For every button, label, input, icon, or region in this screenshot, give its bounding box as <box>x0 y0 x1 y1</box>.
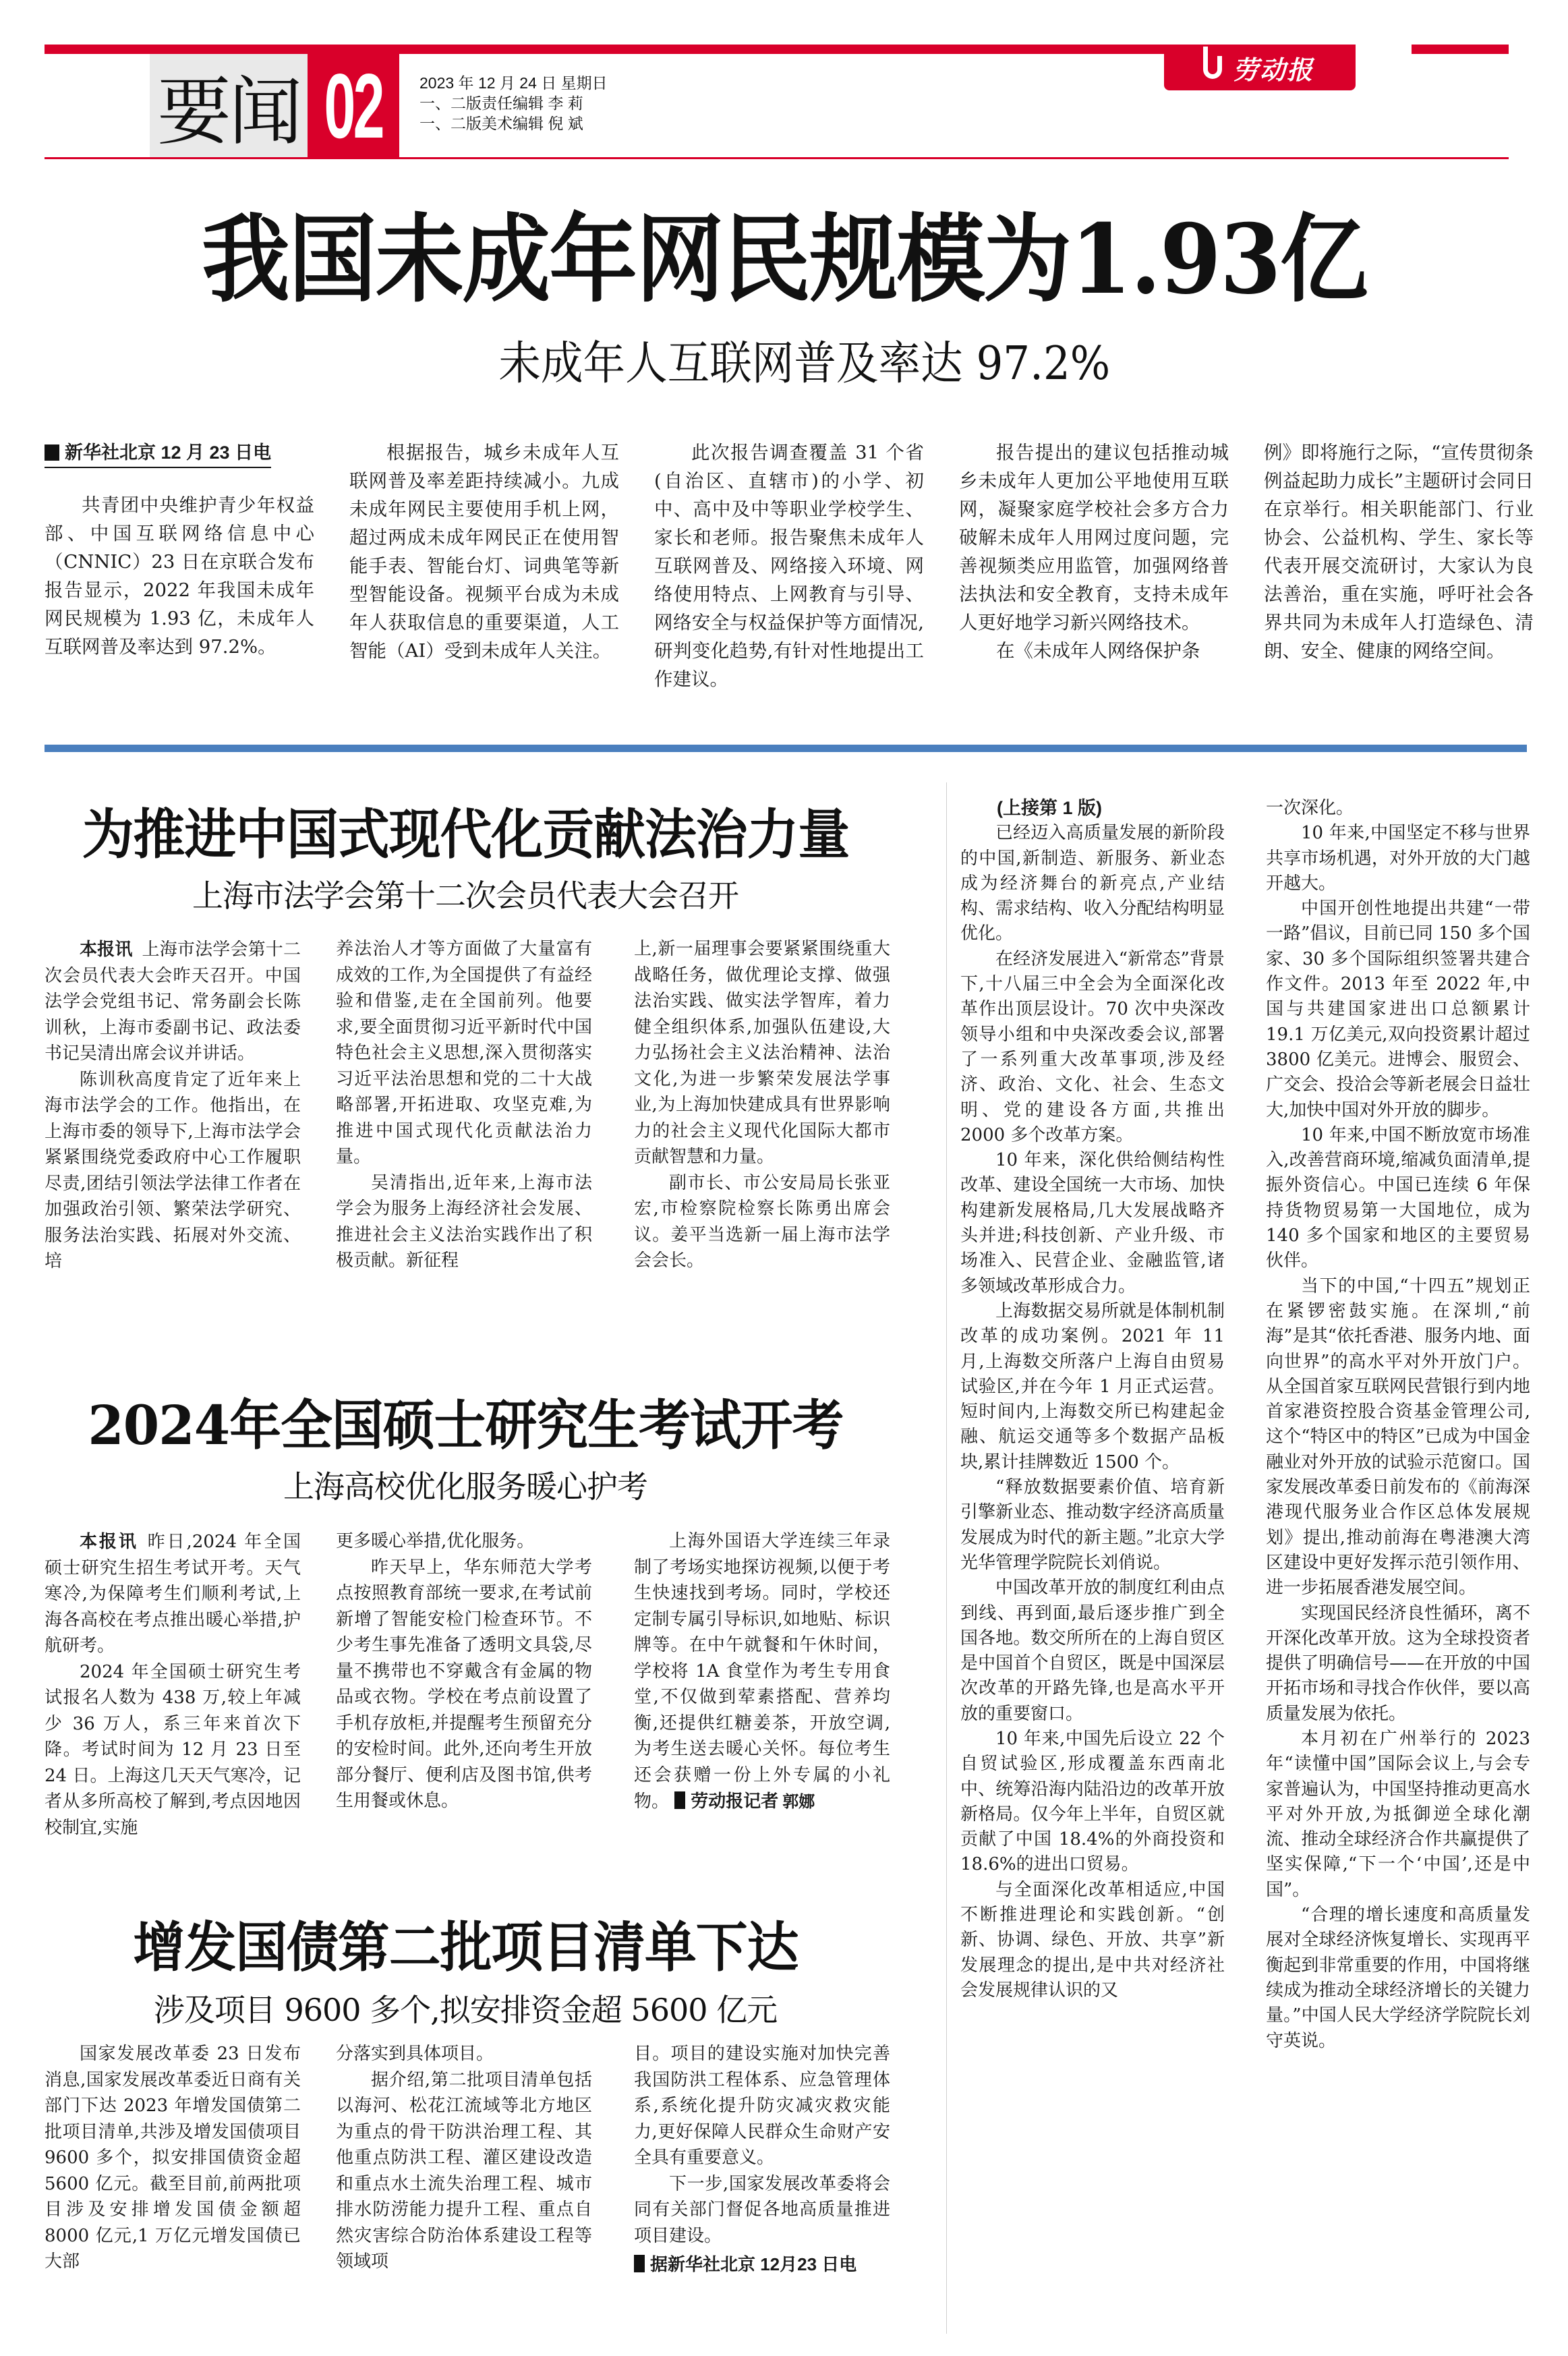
bonds-column-1 <box>45 2041 301 2275</box>
bonds-subheadline: 涉及项目 9600 多个,拟安排资金超 5600 亿元 <box>153 1992 778 2028</box>
byline-label: 劳动报记者 <box>691 1791 779 1811</box>
bonds-dateline-text: 据新华社北京 12月23 日电 <box>650 2254 857 2274</box>
exam-paragraph: 上海外国语大学连续三年录制了考场实地探访视频,以便于考生快速找到考场。同时，学校还定制专属引导标识,如地贴、标识牌等。在中午就餐和午休时间，学校将 1A 食堂作为考生专用食堂,不仅做到荤素搭配、营养均衡,还提供红糖姜茶，开放空调,为考生送去暖心关怀。每位考生还会获赠一份上外专属的小礼物。 <box>634 1531 890 1812</box>
lead-column-5 <box>1264 438 1534 665</box>
continued-column-1 <box>960 796 1225 2003</box>
responsible-editor: 一、二版责任编辑 李 莉 <box>419 94 583 112</box>
exam-column-1 <box>45 1528 301 1841</box>
law-paragraph: 上海市法学会第十二次会员代表大会昨天召开。中国法学会党组书记、常务副会长陈训秋，上海市委副书记、政法委书记吴清出席会议并讲话。 <box>45 940 301 1064</box>
section-name: 要闻 <box>150 54 308 158</box>
law-paragraph: 上,新一届理事会要紧紧围绕重大战略任务，做优理论支撑、做强法治实践、做实法学智库，着力健全组织体系,加强队伍建设,大力弘扬社会主义法治精神、法治文化,为进一步繁荣发展法学事业,为上海加快建成具有世界影响力的社会主义现代化国际大都市贡献智慧和力量。 <box>634 939 890 1167</box>
art-editor: 一、二版美术编辑 倪 斌 <box>419 115 583 132</box>
exam-paragraph: 昨日,2024 年全国硕士研究生招生考试开考。天气寒冷,为保障考生们顺利考试,上海各高校在考点推出暖心举措,护航研考。 <box>45 1532 301 1656</box>
exam-paragraph: 更多暖心举措,优化服务。 <box>336 1531 535 1551</box>
byline-name: 郭娜 <box>782 1793 815 1811</box>
exam-lead-label: 本报讯 <box>80 1531 138 1551</box>
continued-paragraph: 上海数据交易所就是体制机制改革的成功案例。2021 年 11 月,上海数交所落户上海自由贸易试验区,并在今年 1 月正式运营。短时间内,上海数交所已构建起金融、航运交通等多个数据产品板块,累计挂牌数近 1500 个。 <box>960 1300 1225 1472</box>
bonds-headline <box>27 1917 904 1978</box>
exam-paragraph: 2024 年全国硕士研究生考试报名人数为 438 万,较上年减少 36 万人，系三年来首次下降。考试时间为 12 月 23 日至 24 日。上海这几天天气寒冷，记者从多所高校了解到,考点因地因校制宜,实施 <box>45 1661 301 1838</box>
exam-subheadline: 上海高校优化服务暖心护考 <box>283 1468 647 1505</box>
continued-paragraph: “释放数据要素价值、培育新引擎新业态、推动数字经济高质量发展成为时代的新主题。”北京大学光华管理学院院长刘俏说。 <box>960 1477 1225 1573</box>
lead-column-4 <box>959 438 1229 665</box>
square-bullet-icon <box>634 2255 645 2272</box>
masthead-meta <box>419 73 608 134</box>
lead-headline-text: 我国未成年网民规模为1.93亿 <box>201 204 1367 316</box>
continued-paragraph: 中国开创性地提出共建“一带一路”倡议，目前已同 150 多个国家、30 多个国际组织签署共建合作文件。2013 年至 2022 年,中国与共建国家进出口总额累计 19.1 万亿美元,双向投资累计超过 3800 亿美元。进博会、服贸会、广交会、投洽会等新老展会日益壮大,加快中国对外开放的脚步。 <box>1266 898 1530 1120</box>
exam-column-3 <box>634 1528 890 1816</box>
page-number <box>308 54 399 158</box>
lead-headline <box>0 204 1568 316</box>
continued-paragraph: 10 年来，深化供给侧结构性改革、建设全国统一大市场、加快构建新发展格局,几大发展战略齐头并进;科技创新、产业升级、市场准入、民营企业、金融监管,诸多领域改革形成合力。 <box>960 1150 1225 1296</box>
law-column-1 <box>45 936 301 1275</box>
continued-column-2 <box>1266 796 1530 2054</box>
bonds-paragraph: 国家发展改革委 23 日发布消息,国家发展改革委近日商有关部门下达 2023 年增发国债第二批项目清单,共涉及增发国债项目 9600 多个，拟安排国债资金超 5600 亿元。截至目前,前两批项目涉及安排增发国债金额超 8000 亿元,1 万亿元增发国债已大部 <box>45 2044 301 2272</box>
newspaper-logo <box>1164 45 1356 90</box>
bonds-paragraph: 目。项目的建设实施对加快完善我国防洪工程体系、应急管理体系,系统化提升防灾减灾救灾能力,更好保障人民群众生命财产安全具有重要意义。 <box>634 2044 890 2168</box>
lead-dateline-text: 新华社北京 12 月 23 日电 <box>65 442 272 463</box>
law-paragraph: 养法治人才等方面做了大量富有成效的工作,为全国提供了有益经验和借鉴,走在全国前列。他要求,要全面贯彻习近平新时代中国特色社会主义思想,深入贯彻落实习近平法治思想和党的二十大战略部署,开拓进取、攻坚克难,为推进中国式现代化贡献法治力量。 <box>336 939 592 1167</box>
continued-from-label: (上接第 1 版) <box>997 798 1103 818</box>
issue-date: 2023 年 12 月 24 日 星期日 <box>419 74 608 92</box>
continued-paragraph: 10 年来,中国不断放宽市场准入,改善营商环境,缩减负面清单,提振外资信心。中国已连续 6 年保持货物贸易第一大国地位，成为 140 多个国家和地区的主要贸易伙伴。 <box>1266 1124 1530 1271</box>
bonds-paragraph: 分落实到具体项目。 <box>336 2044 494 2064</box>
lead-column-2 <box>349 438 619 665</box>
law-paragraph: 陈训秋高度肯定了近年来上海市法学会的工作。他指出，在上海市委的领导下,上海市法学会紧紧围绕党委政府中心工作履职尽责,团结引领法学法律工作者在加强政治引领、繁荣法学研究、服务法治实践、拓展对外交流、培 <box>45 1069 301 1271</box>
exam-paragraph: 昨天早上，华东师范大学考点按照教育部统一要求,在考试前新增了智能安检门检查环节。不少考生事先准备了透明文具袋,尽量不携带也不穿戴含有金属的物品或衣物。学校在考点前设置了手机存放柜,并提醒考生预留充分的安检时间。此外,还向考生开放部分餐厅、便利店及图书馆,供考生用餐或休息。 <box>336 1557 592 1811</box>
bonds-column-3 <box>634 2041 890 2278</box>
continued-paragraph: 10 年来,中国坚定不移与世界共享市场机遇，对外开放的大门越开越大。 <box>1266 823 1530 894</box>
lead-paragraph: 报告提出的建议包括推动城乡未成年人更加公平地使用互联网，凝聚家庭学校社会多方合力破解未成年人用网过度问题，完善视频类应用监管，加强网络普法执法和安全教育，支持未成年人更好地学习新兴网络技术。 <box>959 442 1229 633</box>
law-column-3 <box>634 936 890 1274</box>
continued-paragraph: 本月初在广州举行的 2023 年“读懂中国”国际会议上,与会专家普遍认为，中国坚持推动更高水平对外开放,为抵御逆全球化潮流、推动全球经济合作共赢提供了坚实保障,“下一个‘中国’,还是中国”。 <box>1266 1728 1530 1900</box>
lead-paragraph: 共青团中央维护青少年权益部、中国互联网络信息中心（CNNIC）23 日在京联合发布报告显示，2022 年我国未成年网民规模为 1.93 亿，未成年人互联网普及率达到 97.2%。 <box>45 494 314 658</box>
law-column-2 <box>336 936 592 1274</box>
bonds-column-2 <box>336 2041 592 2275</box>
exam-column-2 <box>336 1528 592 1814</box>
square-bullet-icon <box>45 444 59 461</box>
continued-paragraph: 10 年来,中国先后设立 22 个自贸试验区,形成覆盖东西南北中、统筹沿海内陆沿边的改革开放新格局。仅今年上半年，自贸区就贡献了中国 18.4%的外商投资和 18.6%的进出口贸易。 <box>960 1728 1225 1875</box>
continued-paragraph: 在经济发展进入“新常态”背景下,十八届三中全会为全面深化改革作出顶层设计。70 次中央深改领导小组和中央深改委会议,部署了一系列重大改革事项,涉及经济、政治、文化、社会、生态文明、党的建设各方面,共推出 2000 多个改革方案。 <box>960 948 1225 1145</box>
continued-paragraph: 中国改革开放的制度红利由点到线、再到面,最后逐步推广到全国各地。数交所所在的上海自贸区是中国首个自贸区，既是中国深层次改革的开路先锋,也是高水平开放的重要窗口。 <box>960 1578 1225 1724</box>
lead-paragraph: 此次报告调查覆盖 31 个省(自治区、直辖市)的小学、初中、高中及中等职业学校学生、家长和老师。报告聚焦未成年人互联网普及、网络接入环境、网络使用特点、上网教育与引导、网络安全与权益保护等方面情况,研判变化趋势,有针对性地提出工作建议。 <box>654 442 924 690</box>
law-paragraph: 副市长、市公安局局长张亚宏,市检察院检察长陈勇出席会议。姜平当选新一届上海市法学会会长。 <box>634 1172 890 1271</box>
masthead-bottom-rule <box>45 157 1509 159</box>
bonds-paragraph: 据介绍,第二批项目清单包括以海河、松花江流域等北方地区为重点的骨干防洪治理工程、其他重点防洪工程、灌区建设改造和重点水土流失治理工程、城市排水防涝能力提升工程、重点自然灾害综合防治体系建设工程等领域项 <box>336 2069 592 2272</box>
continued-paragraph: 一次深化。 <box>1266 798 1354 818</box>
masthead-top-bar-right <box>1412 45 1509 54</box>
lead-paragraph: 例》即将施行之际，“宣传贯彻条例益起助力成长”主题研讨会同日在京举行。相关职能部门、行业协会、公益机构、学生、家长等代表开展交流研讨，大家认为良法善治，重在实施，呼吁社会各界共同为未成年人打造绿色、清朗、安全、健康的网络空间。 <box>1264 442 1534 662</box>
bonds-dateline <box>634 2251 890 2278</box>
newspaper-name: 劳动报 <box>1233 54 1314 85</box>
exam-headline <box>27 1395 904 1456</box>
lead-subheadline <box>0 337 1568 391</box>
law-paragraph: 吴清指出,近年来,上海市法学会为服务上海经济社会发展、推进社会主义法治实践作出了积极贡献。新征程 <box>336 1172 592 1271</box>
lead-column-1 <box>45 438 314 661</box>
lead-subheadline-text: 未成年人互联网普及率达 97.2% <box>498 337 1110 391</box>
column-divider <box>946 782 947 2334</box>
page-number-text: 02 <box>324 55 383 157</box>
lead-paragraph: 根据报告，城乡未成年人互联网普及率差距持续减小。九成未成年网民主要使用手机上网，超过两成未成年网民正在使用智能手表、智能台灯、词典笔等新型智能设备。视频平台成为未成年人获取信息的重要渠道，人工智能（AI）受到未成年人关注。 <box>349 442 619 662</box>
lead-dateline <box>45 440 271 468</box>
section-divider <box>45 745 1527 752</box>
law-subheadline: 上海市法学会第十二次会员代表大会召开 <box>192 878 738 914</box>
logo-mark-icon <box>1203 56 1222 79</box>
exam-byline <box>674 1791 815 1811</box>
law-headline-text: 为推进中国式现代化贡献法治力量 <box>82 803 849 866</box>
continued-paragraph: “合理的增长速度和高质量发展对全球经济恢复增长、实现再平衡起到非常重要的作用，中国将继续成为推动全球经济增长的关键力量。”中国人民大学经济学院院长刘守英说。 <box>1266 1905 1530 2051</box>
continued-paragraph: 当下的中国,“十四五”规划正在紧锣密鼓实施。在深圳,“前海”是其“依托香港、服务内地、面向世界”的高水平对外开放门户。从全国首家互联网民营银行到内地首家港资控股合资基金管理公司,这个“特区中的特区”已成为中国金融业对外开放的试验示范窗口。国家发展改革委日前发布的《前海深港现代服务业合作区总体发展规划》提出,推动前海在粤港澳大湾区建设中更好发挥示范引领作用、进一步拓展香港发展空间。 <box>1266 1275 1530 1599</box>
bonds-paragraph: 下一步,国家发展改革委将会同有关部门督促各地高质量推进项目建设。 <box>634 2173 890 2246</box>
exam-headline-text: 2024年全国硕士研究生考试开考 <box>88 1394 843 1457</box>
square-bullet-icon <box>674 1791 685 1809</box>
law-headline <box>27 804 904 865</box>
law-lead-label: 本报讯 <box>80 939 133 959</box>
continued-paragraph: 已经迈入高质量发展的新阶段的中国,新制造、新服务、新业态成为经济舞台的新亮点,产业结构、需求结构、收入分配结构明显优化。 <box>960 823 1225 944</box>
continued-paragraph: 实现国民经济良性循环，离不开深化改革开放。这为全球投资者提供了明确信号——在开放的中国开拓市场和寻找合作伙伴，要以高质量发展为依托。 <box>1266 1603 1530 1724</box>
bonds-headline-text: 增发国债第二批项目清单下达 <box>133 1916 798 1979</box>
lead-column-3 <box>654 438 924 693</box>
continued-paragraph: 与全面深化改革相适应,中国不断推进理论和实践创新。“创新、协调、绿色、开放、共享”新发展理念的提出,是中共对经济社会发展规律认识的又 <box>960 1879 1225 2001</box>
lead-paragraph: 在《未成年人网络保护条 <box>996 640 1200 662</box>
